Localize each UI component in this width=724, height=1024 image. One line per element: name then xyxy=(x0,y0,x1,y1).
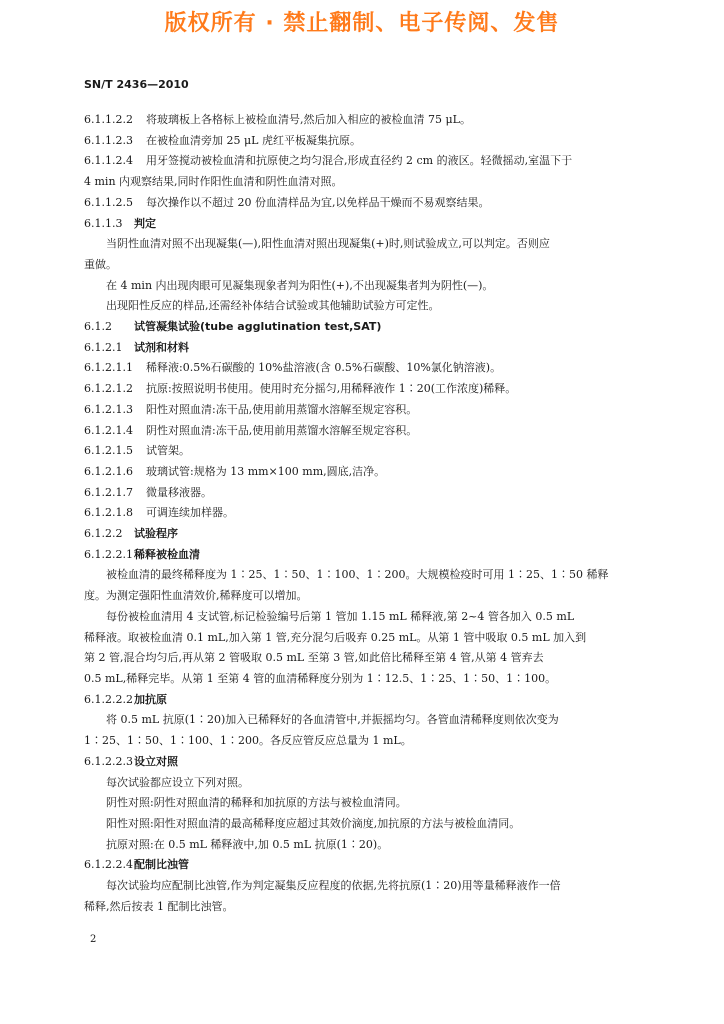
line-text: 阳性对照血清:冻干品,使用前用蒸馏水溶解至规定容积。 xyxy=(146,402,418,416)
section-heading xyxy=(84,317,644,338)
line-text: 设立对照 xyxy=(134,754,178,768)
clause-number: 6.1.2 xyxy=(84,320,112,334)
section-heading xyxy=(84,855,644,876)
line-text: 每次试验均应配制比浊管,作为判定凝集反应程度的依据,先将抗原(1∶20)用等量稀释液作一倍 xyxy=(106,879,561,893)
text-line xyxy=(84,462,644,483)
text-line xyxy=(84,565,644,586)
section-heading xyxy=(84,214,644,235)
clause-number: 6.1.2.1.4 xyxy=(84,423,133,437)
standard-code: SN/T 2436—2010 xyxy=(84,78,189,91)
line-text: 在被检血清旁加 25 μL 虎红平板凝集抗原。 xyxy=(146,133,361,147)
text-line xyxy=(84,876,644,897)
text-line xyxy=(84,793,644,814)
clause-number: 6.1.2.2.2 xyxy=(84,692,133,706)
text-line xyxy=(84,628,644,649)
line-text: 抗原对照:在 0.5 mL 稀释液中,加 0.5 mL 抗原(1∶20)。 xyxy=(106,837,389,851)
line-text: 每次操作以不超过 20 份血清样品为宜,以免样品干燥而不易观察结果。 xyxy=(146,195,490,209)
line-text: 玻璃试管:规格为 13 mm×100 mm,圆底,洁净。 xyxy=(146,464,386,478)
line-text: 试管架。 xyxy=(146,444,190,458)
line-text: 用牙签搅动被检血清和抗原使之均匀混合,形成直径约 2 cm 的液区。轻微摇动,室温下于 xyxy=(146,154,573,168)
text-line xyxy=(84,110,644,131)
text-line xyxy=(84,441,644,462)
clause-number: 6.1.2.1.6 xyxy=(84,464,133,478)
line-text: 每次试验都应设立下列对照。 xyxy=(106,775,249,789)
line-text: 将 0.5 mL 抗原(1∶20)加入已稀释好的各血清管中,并振摇均匀。各管血清稀释度则依次变为 xyxy=(106,713,559,727)
clause-number: 6.1.2.1 xyxy=(84,340,123,354)
line-text: 当阴性血清对照不出现凝集(—),阳性血清对照出现凝集(+)时,则试验成立,可以判定。否则应 xyxy=(106,237,550,251)
text-line xyxy=(84,607,644,628)
line-text: 0.5 mL,稀释完毕。从第 1 至第 4 管的血清稀释度分别为 1∶12.5、1∶25、1∶50、1∶100。 xyxy=(84,671,557,685)
clause-number: 6.1.2.1.7 xyxy=(84,485,133,499)
clause-number: 6.1.1.2.5 xyxy=(84,195,133,209)
clause-number: 6.1.2.2.3 xyxy=(84,754,133,768)
text-line xyxy=(84,897,644,918)
line-text: 被检血清的最终稀释度为 1∶25、1∶50、1∶100、1∶200。大规模检疫时可用 1∶25、1∶50 稀释 xyxy=(106,568,609,582)
line-text: 在 4 min 内出现肉眼可见凝集现象者判为阳性(+),不出现凝集者判为阴性(—)。 xyxy=(106,278,494,292)
clause-number: 6.1.2.2.4 xyxy=(84,858,133,872)
text-line xyxy=(84,193,644,214)
text-line xyxy=(84,483,644,504)
text-line xyxy=(84,835,644,856)
line-text: 试剂和材料 xyxy=(134,340,189,354)
line-text: 1∶25、1∶50、1∶100、1∶200。各反应管反应总量为 1 mL。 xyxy=(84,734,412,748)
line-text: 抗原:按照说明书使用。使用时充分摇匀,用稀释液作 1∶20(工作浓度)稀释。 xyxy=(146,382,517,396)
text-line xyxy=(84,379,644,400)
text-line xyxy=(84,255,644,276)
text-line xyxy=(84,172,644,193)
text-line xyxy=(84,648,644,669)
line-text: 加抗原 xyxy=(134,692,167,706)
line-text: 可调连续加样器。 xyxy=(146,506,234,520)
line-text: 每份被检血清用 4 支试管,标记检验编号后第 1 管加 1.15 mL 稀释液,第 2~4 管各加入 0.5 mL xyxy=(106,609,575,623)
line-text: 稀释,然后按表 1 配制比浊管。 xyxy=(84,899,234,913)
clause-number: 6.1.1.3 xyxy=(84,216,123,230)
line-text: 阴性对照血清:冻干品,使用前用蒸馏水溶解至规定容积。 xyxy=(146,423,418,437)
text-line xyxy=(84,586,644,607)
line-text: 阳性对照:阳性对照血清的最高稀释度应超过其效价滴度,加抗原的方法与被检血清同。 xyxy=(106,816,521,830)
line-text: 重做。 xyxy=(84,257,117,271)
line-text: 配制比浊管 xyxy=(134,858,189,872)
section-heading xyxy=(84,690,644,711)
line-text: 试验程序 xyxy=(134,527,178,541)
section-heading xyxy=(84,524,644,545)
clause-number: 6.1.1.2.3 xyxy=(84,133,133,147)
text-line xyxy=(84,814,644,835)
text-line xyxy=(84,296,644,317)
text-line xyxy=(84,151,644,172)
line-text: 第 2 管,混合均匀后,再从第 2 管吸取 0.5 mL 至第 3 管,如此倍比稀释至第 4 管,从第 4 管弃去 xyxy=(84,651,544,665)
text-line xyxy=(84,710,644,731)
clause-number: 6.1.2.2.1 xyxy=(84,547,133,561)
text-line xyxy=(84,234,644,255)
page-number: 2 xyxy=(90,934,97,945)
text-line xyxy=(84,731,644,752)
line-text: 稀释被检血清 xyxy=(134,547,200,561)
text-line xyxy=(84,131,644,152)
copyright-banner: 版权所有 · 禁止翻制、电子传阅、发售 xyxy=(164,11,560,36)
clause-number: 6.1.1.2.4 xyxy=(84,154,133,168)
section-heading xyxy=(84,545,644,566)
clause-number: 6.1.2.1.2 xyxy=(84,382,133,396)
line-text: 度。为测定强阳性血清效价,稀释度可以增加。 xyxy=(84,589,308,603)
text-line xyxy=(84,773,644,794)
section-heading xyxy=(84,338,644,359)
line-text: 稀释液:0.5%石碳酸的 10%盐溶液(含 0.5%石碳酸、10%氯化钠溶液)。 xyxy=(146,361,502,375)
line-text: 4 min 内观察结果,同时作阳性血清和阴性血清对照。 xyxy=(84,175,343,189)
clause-number: 6.1.2.1.5 xyxy=(84,444,133,458)
line-text: 微量移液器。 xyxy=(146,485,212,499)
section-heading xyxy=(84,752,644,773)
text-line xyxy=(84,669,644,690)
line-text: 判定 xyxy=(134,216,156,230)
text-line xyxy=(84,400,644,421)
text-line xyxy=(84,358,644,379)
clause-number: 6.1.2.1.1 xyxy=(84,361,133,375)
line-text: 将玻璃板上各格标上被检血清号,然后加入相应的被检血清 75 μL。 xyxy=(146,113,471,126)
document-body xyxy=(84,110,644,917)
line-text: 阴性对照:阴性对照血清的稀释和加抗原的方法与被检血清同。 xyxy=(106,796,407,810)
line-text: 出现阳性反应的样品,还需经补体结合试验或其他辅助试验方可定性。 xyxy=(106,299,440,313)
text-line xyxy=(84,421,644,442)
line-text: 稀释液。取被检血清 0.1 mL,加入第 1 管,充分混匀后吸弃 0.25 mL。从第 1 管中吸取 0.5 mL 加入到 xyxy=(84,630,587,644)
text-line xyxy=(84,276,644,297)
clause-number: 6.1.2.1.3 xyxy=(84,402,133,416)
text-line xyxy=(84,503,644,524)
clause-number: 6.1.2.1.8 xyxy=(84,506,133,520)
clause-number: 6.1.2.2 xyxy=(84,527,123,541)
line-text: 试管凝集试验(tube agglutination test,SAT) xyxy=(134,320,382,334)
clause-number: 6.1.1.2.2 xyxy=(84,113,133,126)
